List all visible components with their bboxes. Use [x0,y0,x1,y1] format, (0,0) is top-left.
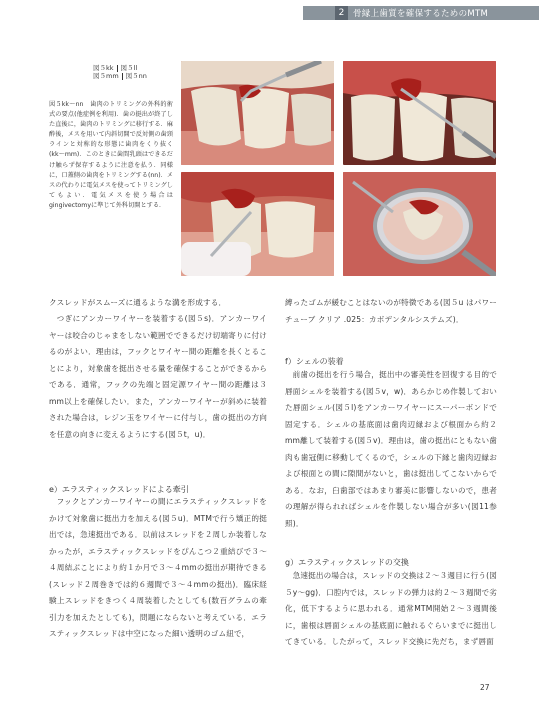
photo-nn [343,172,496,276]
heading-e: e）エラスティックスレッドによる牽引 [49,485,189,494]
right-column-para1: 縛ったゴムが緩むことはないのが特徴である(図５u はパワーチューブ クリア .025：カボデンタルシステムズ)． [285,298,497,324]
right-column-para3: 急速挺出の場合は，スレッドの交換は２〜３週目に行う(図５y〜gg)．口腔内では，スレッドの弾力は約２〜３週間で劣化，低下するように思われる．通常MTM開始２〜３週間後に，歯根は唇面シェルの基底面に触れるぐらいまでに挺出してきている．したがって，スレッド交換に先だち，まず唇面 [285,571,497,646]
figure-label-kk: 図５kk [93,64,114,72]
section-header [303,6,539,20]
left-column-para3: フックとアンカーワイヤーの間にエラスティックスレッドをかけて対象歯に挺出力を加える(図５u)．MTMで行う矯正的挺出では，急速挺出である．以前はスレッドを２周しか装着しなかったが，エラスティックスレッドをぴんこつ２重結びで３〜４周結ぶことにより約１か月で３〜４mmの挺出が期待できる(スレッド２周巻きでは約６週間で３〜４mmの挺出)．臨床経験上スレッドをきつく４周装着したとしても(数百グラムの牽引力を加えたとしても)，問題にならないと考えている．エラスティックスレッドは中空になった細い透明のゴム紐で， [49,497,267,638]
figure-label-group [93,64,147,80]
left-column-para1: クスレッドがスムーズに通るような溝を形成する． [49,298,227,307]
figure-caption: 図５kk〜nn 歯肉のトリミングの外科的術式の要点(他症例を利用)．歯の挺出が終了した直後に，歯肉のトリミングに移行する．麻酔後，メスを用いて内斜切開で反対側の歯頸ラインと対称的な形態に歯肉をくり抜く(kk〜mm)．このときに歯間乳頭はできるだけ触らず保存するように注意を払う．同様に，口蓋側の歯肉をトリミングする(nn)．メスの代わりに電気メスを使ってトリミングしてもよい．電気メスを使う場合はgingivectomyに準じて外科切開とする． [49,101,173,209]
heading-f: f）シェルの装着 [285,357,344,366]
heading-g: g）エラスティックスレッドの交換 [285,558,409,567]
photo-kk [181,61,334,165]
figure-label-ll: 図５ll [120,64,138,72]
page-number: 27 [480,683,490,692]
figure-label-nn: 図５nn [125,72,147,80]
left-column-para2: つぎにアンカーワイヤーを装着する(図５s)．アンカーワイヤーは咬合のじゃまをしない範囲でできるだけ切端寄りに付けるのがよい．理由は，フックとワイヤー間の距離を長くとることにより，対象歯を挺出させる量を確保することができるからである．通常，フックの先端と固定源ワイヤー間の距離は３mm以上を確保したい．また，アンカーワイヤーが斜めに装着された場合は，レジン玉をワイヤーに付与し，歯の挺出の方向を任意の向きに変えるようにする(図５t，u)． [49,314,267,439]
section-title: 骨縁上歯質を確保するためのMTM [353,9,489,19]
section-number: 2 [335,6,348,20]
photo-mm [181,172,334,276]
right-column-para2: 前歯の挺出を行う場合，挺出中の審美性を回復する目的で唇面シェルを装着する(図５v，w)．あらかじめ作製しておいた唇面シェル(図５l)をアンカーワイヤーにスーパーボンドで固定する．シェルの基底面は歯肉辺縁および根面から約２mm離して装着する(図５v)．理由は，歯の挺出にともない歯肉も歯冠側に移動してくるので，シェルの下縁と歯肉辺縁および根面との間に隙間がないと，歯は挺出してこないからである．なお，臼歯部ではあまり審美に影響しないので，患者の理解が得られればシェルを作製しない場合が多い(図11参照)． [285,370,497,528]
photo-ll [343,61,496,165]
figure-label-mm: 図５mm [93,72,119,80]
